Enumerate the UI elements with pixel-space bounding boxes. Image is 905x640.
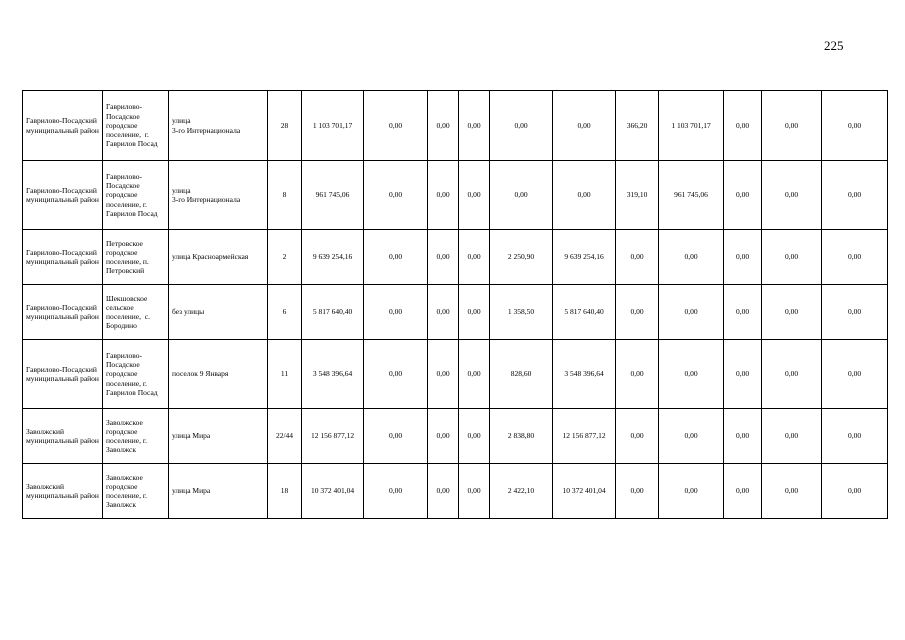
table-row bbox=[23, 91, 888, 161]
value-cell-7: 0,00 bbox=[762, 340, 822, 409]
area-cell: 0,00 bbox=[616, 340, 659, 409]
value-cell-8: 0,00 bbox=[822, 285, 888, 340]
data-table bbox=[22, 90, 888, 519]
settlement-cell: Заволжское городское поселение, г. Заволжск bbox=[103, 464, 169, 519]
value-cell-4: 1 358,50 bbox=[490, 285, 553, 340]
settlement-cell: Гаврилово-Посадское городское поселение, г. Гаврилов Посад bbox=[103, 340, 169, 409]
district-cell: Гаврилово-Посадский муниципальный район bbox=[23, 340, 103, 409]
settlement-cell: Заволжское городское поселение, г. Заволжск bbox=[103, 409, 169, 464]
total-cost-cell: 1 103 701,17 bbox=[302, 91, 364, 161]
value-cell-2: 0,00 bbox=[428, 340, 459, 409]
table-row bbox=[23, 230, 888, 285]
house-number-cell: 28 bbox=[268, 91, 302, 161]
total-cost-cell: 5 817 640,40 bbox=[302, 285, 364, 340]
district-cell: Гаврилово-Посадский муниципальный район bbox=[23, 230, 103, 285]
area-cell: 319,10 bbox=[616, 161, 659, 230]
page-number: 225 bbox=[824, 38, 844, 53]
table-row bbox=[23, 161, 888, 230]
street-cell: улица Мира bbox=[169, 464, 268, 519]
area-cell: 0,00 bbox=[616, 464, 659, 519]
value-cell-4: 0,00 bbox=[490, 161, 553, 230]
value-cell-1: 0,00 bbox=[364, 464, 428, 519]
table-row bbox=[23, 340, 888, 409]
value-cell-6: 0,00 bbox=[724, 91, 762, 161]
value-cell-1: 0,00 bbox=[364, 230, 428, 285]
value-cell-4: 2 250,90 bbox=[490, 230, 553, 285]
cost-cell: 961 745,06 bbox=[659, 161, 724, 230]
cost-cell: 0,00 bbox=[659, 285, 724, 340]
value-cell-5: 3 548 396,64 bbox=[553, 340, 616, 409]
street-cell: улица Красноармейская bbox=[169, 230, 268, 285]
value-cell-8: 0,00 bbox=[822, 340, 888, 409]
district-cell: Заволжский муниципальный район bbox=[23, 464, 103, 519]
cost-cell: 0,00 bbox=[659, 464, 724, 519]
value-cell-5: 9 639 254,16 bbox=[553, 230, 616, 285]
value-cell-8: 0,00 bbox=[822, 464, 888, 519]
value-cell-5: 5 817 640,40 bbox=[553, 285, 616, 340]
area-cell: 0,00 bbox=[616, 230, 659, 285]
value-cell-7: 0,00 bbox=[762, 285, 822, 340]
value-cell-1: 0,00 bbox=[364, 340, 428, 409]
cost-cell: 0,00 bbox=[659, 340, 724, 409]
settlement-cell: Гаврилово-Посадское городское поселение, г. Гаврилов Посад bbox=[103, 161, 169, 230]
value-cell-2: 0,00 bbox=[428, 285, 459, 340]
value-cell-5: 0,00 bbox=[553, 161, 616, 230]
value-cell-3: 0,00 bbox=[459, 340, 490, 409]
value-cell-6: 0,00 bbox=[724, 285, 762, 340]
value-cell-5: 0,00 bbox=[553, 91, 616, 161]
value-cell-2: 0,00 bbox=[428, 161, 459, 230]
cost-cell: 0,00 bbox=[659, 230, 724, 285]
settlement-cell: Гаврилово-Посадское городское поселение, г. Гаврилов Посад bbox=[103, 91, 169, 161]
value-cell-3: 0,00 bbox=[459, 464, 490, 519]
value-cell-1: 0,00 bbox=[364, 409, 428, 464]
district-cell: Гаврилово-Посадский муниципальный район bbox=[23, 91, 103, 161]
value-cell-4: 828,60 bbox=[490, 340, 553, 409]
street-cell: поселок 9 Января bbox=[169, 340, 268, 409]
value-cell-1: 0,00 bbox=[364, 91, 428, 161]
district-cell: Гаврилово-Посадский муниципальный район bbox=[23, 161, 103, 230]
value-cell-3: 0,00 bbox=[459, 230, 490, 285]
value-cell-2: 0,00 bbox=[428, 230, 459, 285]
value-cell-6: 0,00 bbox=[724, 464, 762, 519]
total-cost-cell: 3 548 396,64 bbox=[302, 340, 364, 409]
settlement-cell: Шекшовское сельское поселение, с. Бородино bbox=[103, 285, 169, 340]
cost-cell: 0,00 bbox=[659, 409, 724, 464]
value-cell-7: 0,00 bbox=[762, 161, 822, 230]
value-cell-6: 0,00 bbox=[724, 161, 762, 230]
value-cell-5: 12 156 877,12 bbox=[553, 409, 616, 464]
total-cost-cell: 10 372 401,04 bbox=[302, 464, 364, 519]
total-cost-cell: 9 639 254,16 bbox=[302, 230, 364, 285]
value-cell-3: 0,00 bbox=[459, 285, 490, 340]
total-cost-cell: 961 745,06 bbox=[302, 161, 364, 230]
value-cell-1: 0,00 bbox=[364, 285, 428, 340]
table-body bbox=[23, 91, 888, 519]
total-cost-cell: 12 156 877,12 bbox=[302, 409, 364, 464]
street-cell: улица Мира bbox=[169, 409, 268, 464]
value-cell-7: 0,00 bbox=[762, 409, 822, 464]
value-cell-6: 0,00 bbox=[724, 409, 762, 464]
value-cell-4: 0,00 bbox=[490, 91, 553, 161]
district-cell: Гаврилово-Посадский муниципальный район bbox=[23, 285, 103, 340]
value-cell-7: 0,00 bbox=[762, 91, 822, 161]
house-number-cell: 2 bbox=[268, 230, 302, 285]
area-cell: 366,20 bbox=[616, 91, 659, 161]
area-cell: 0,00 bbox=[616, 409, 659, 464]
value-cell-7: 0,00 bbox=[762, 230, 822, 285]
value-cell-5: 10 372 401,04 bbox=[553, 464, 616, 519]
value-cell-2: 0,00 bbox=[428, 409, 459, 464]
house-number-cell: 8 bbox=[268, 161, 302, 230]
house-number-cell: 6 bbox=[268, 285, 302, 340]
value-cell-7: 0,00 bbox=[762, 464, 822, 519]
house-number-cell: 11 bbox=[268, 340, 302, 409]
table-row bbox=[23, 409, 888, 464]
district-cell: Заволжский муниципальный район bbox=[23, 409, 103, 464]
street-cell: улица 3-го Интернационала bbox=[169, 161, 268, 230]
value-cell-8: 0,00 bbox=[822, 91, 888, 161]
value-cell-3: 0,00 bbox=[459, 161, 490, 230]
street-cell: без улицы bbox=[169, 285, 268, 340]
table-row bbox=[23, 285, 888, 340]
value-cell-6: 0,00 bbox=[724, 230, 762, 285]
area-cell: 0,00 bbox=[616, 285, 659, 340]
street-cell: улица 3-го Интернационала bbox=[169, 91, 268, 161]
value-cell-8: 0,00 bbox=[822, 161, 888, 230]
house-number-cell: 22/44 bbox=[268, 409, 302, 464]
house-number-cell: 18 bbox=[268, 464, 302, 519]
settlement-cell: Петровское городское поселение, п. Петровский bbox=[103, 230, 169, 285]
value-cell-2: 0,00 bbox=[428, 464, 459, 519]
value-cell-3: 0,00 bbox=[459, 409, 490, 464]
value-cell-3: 0,00 bbox=[459, 91, 490, 161]
table-row bbox=[23, 464, 888, 519]
value-cell-2: 0,00 bbox=[428, 91, 459, 161]
value-cell-8: 0,00 bbox=[822, 409, 888, 464]
value-cell-6: 0,00 bbox=[724, 340, 762, 409]
value-cell-8: 0,00 bbox=[822, 230, 888, 285]
value-cell-4: 2 422,10 bbox=[490, 464, 553, 519]
cost-cell: 1 103 701,17 bbox=[659, 91, 724, 161]
value-cell-1: 0,00 bbox=[364, 161, 428, 230]
value-cell-4: 2 838,80 bbox=[490, 409, 553, 464]
